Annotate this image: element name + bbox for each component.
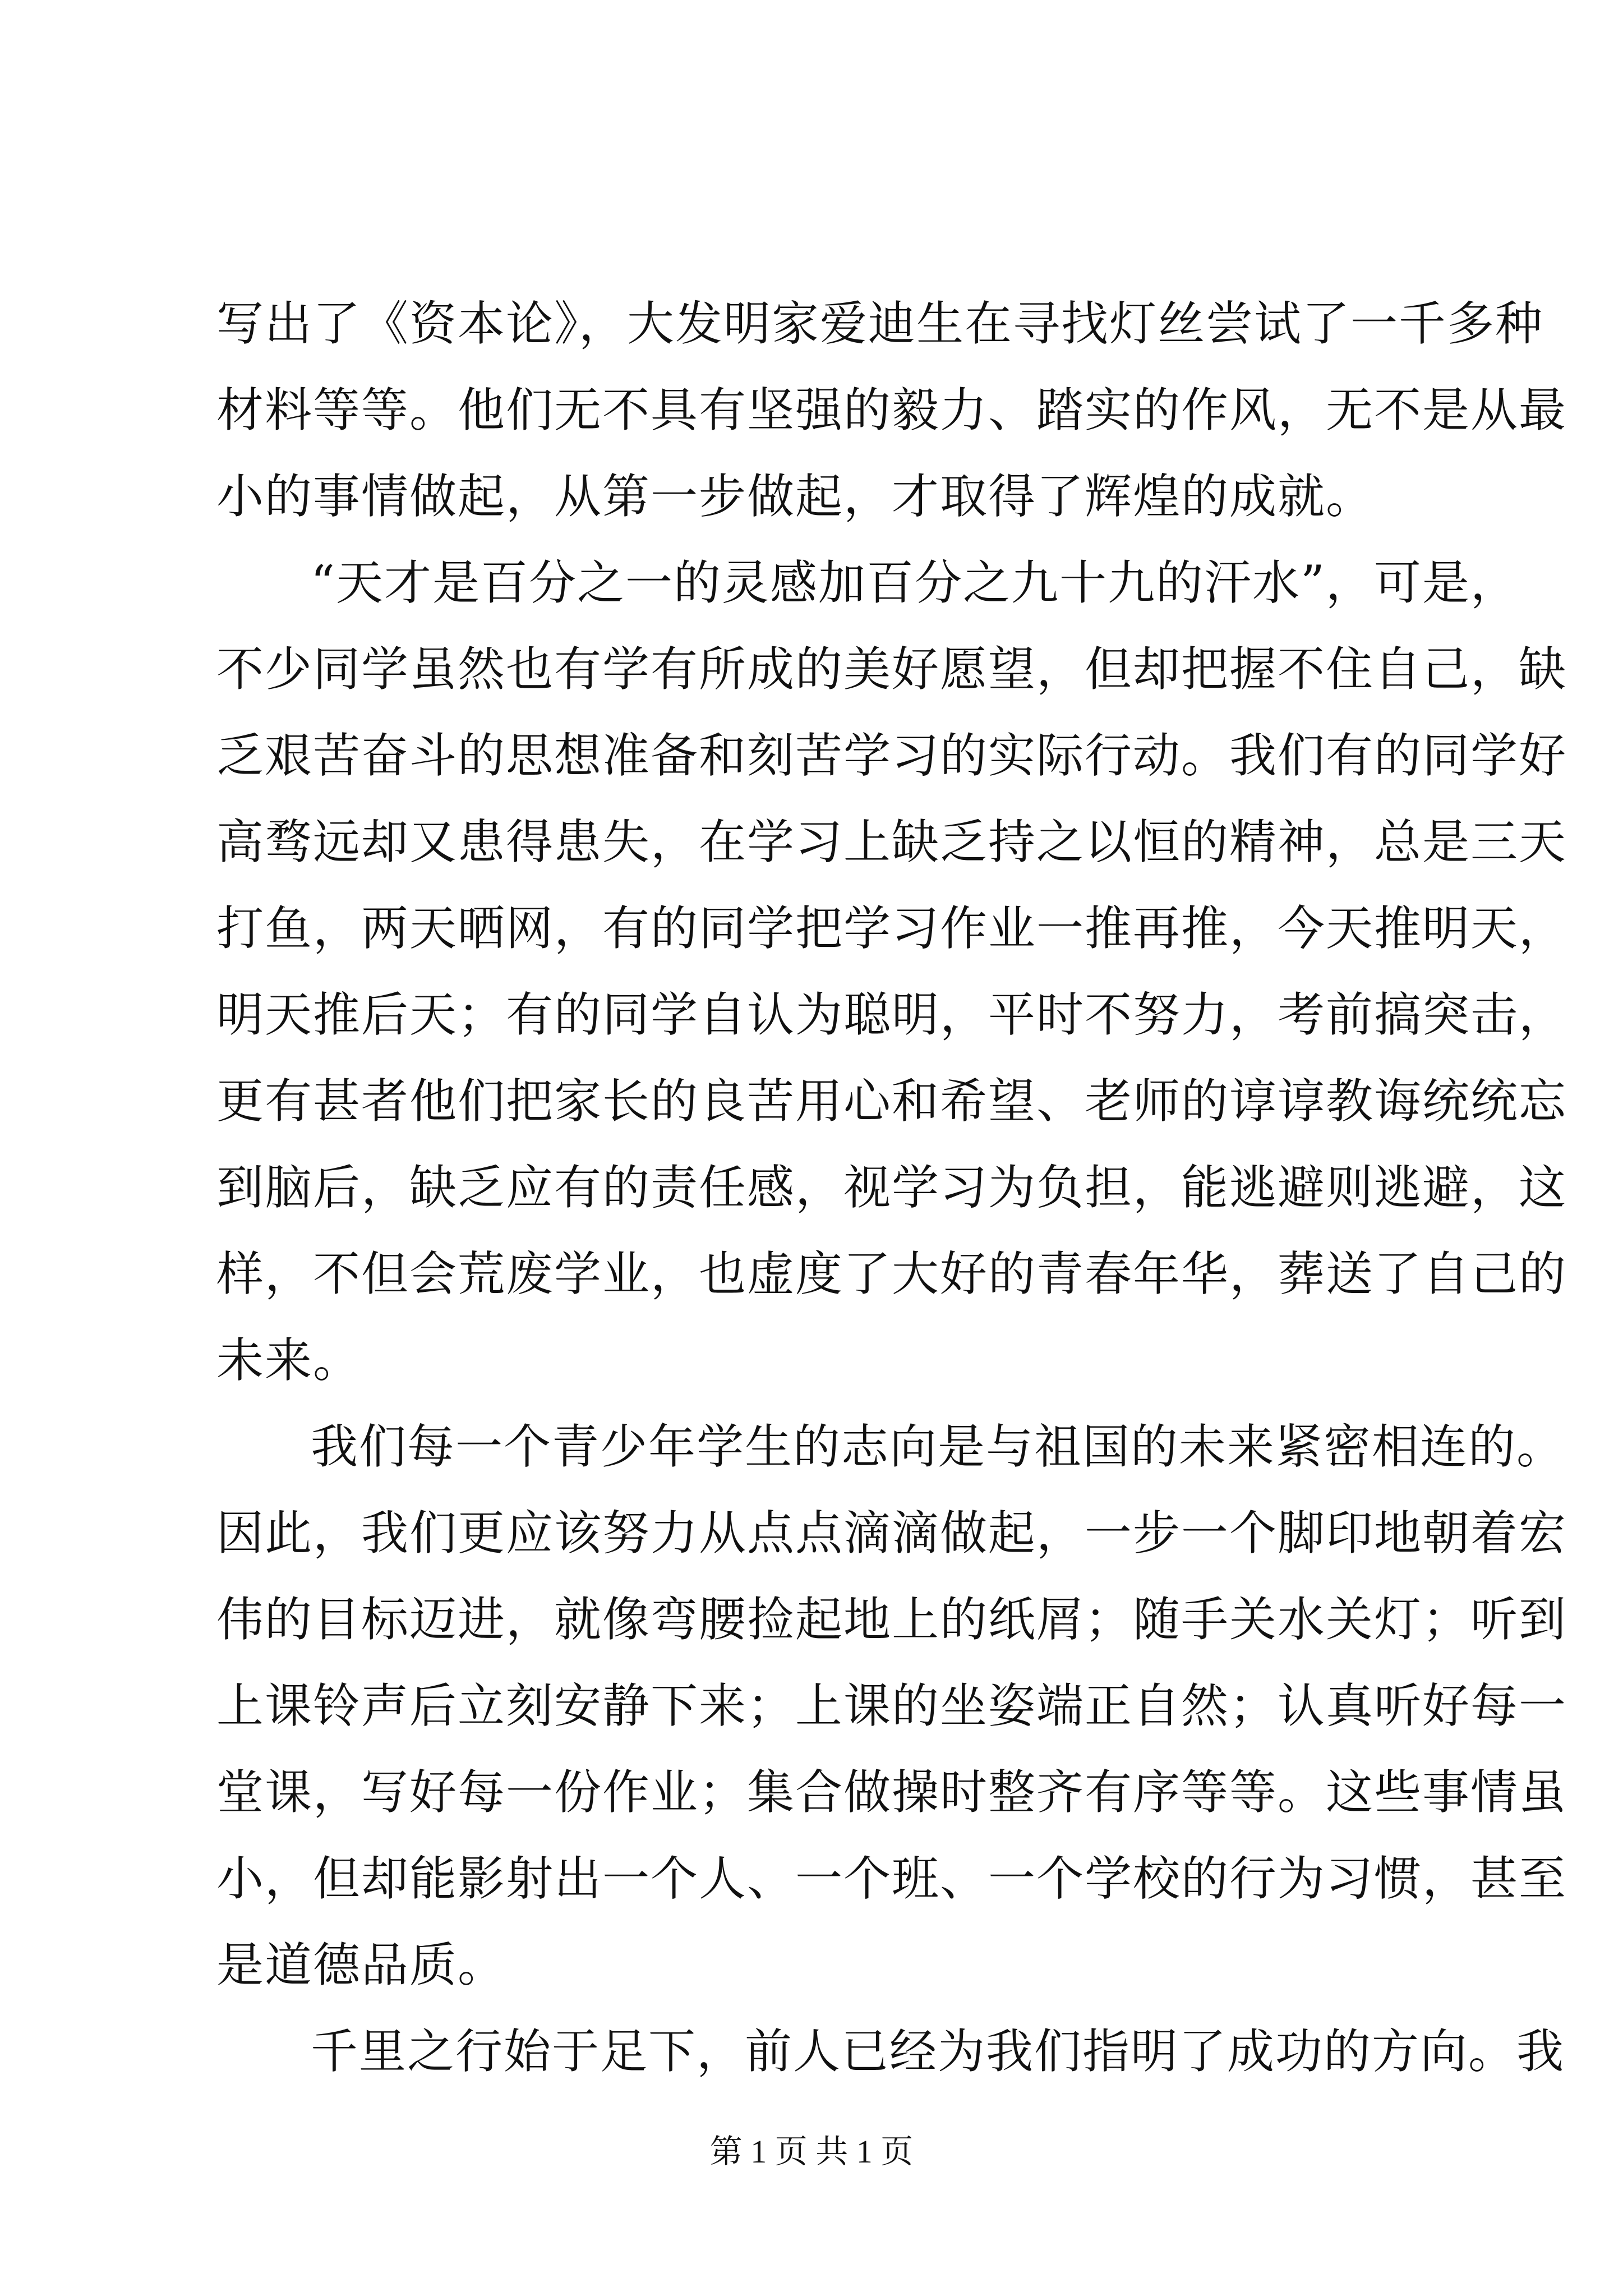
text-line: 乏艰苦奋斗的思想准备和刻苦学习的实际行动。我们有的同学好 <box>216 728 1567 783</box>
text-line: 不少同学虽然也有学有所成的美好愿望，但却把握不住自己，缺 <box>216 642 1567 697</box>
text-line: 因此，我们更应该努力从点点滴滴做起，一步一个脚印地朝着宏 <box>216 1506 1567 1561</box>
text-line: 材料等等。他们无不具有坚强的毅力、踏实的作风，无不是从最 <box>216 383 1567 438</box>
text-line: 到脑后，缺乏应有的责任感，视学习为负担，能逃避则逃避，这 <box>216 1160 1567 1215</box>
page-number-label: 第 1 页 共 1 页 <box>709 2133 914 2170</box>
text-line: 小，但却能影射出一个人、一个班、一个学校的行为习惯，甚至 <box>216 1851 1567 1906</box>
text-line: “天才是百分之一的灵感加百分之九十九的汗水”，可是， <box>311 555 1519 610</box>
document-body <box>216 280 1567 2095</box>
page-footer <box>0 2125 1623 2172</box>
text-line: 高骛远却又患得患失，在学习上缺乏持之以恒的精神，总是三天 <box>216 815 1567 869</box>
text-line: 打鱼，两天晒网，有的同学把学习作业一推再推，今天推明天， <box>216 901 1567 956</box>
text-line: 样，不但会荒废学业，也虚度了大好的青春年华，葬送了自己的 <box>216 1246 1567 1301</box>
text-line: 明天推后天；有的同学自认为聪明，平时不努力，考前搞突击， <box>216 987 1567 1042</box>
paragraph-4 <box>216 2008 1565 2095</box>
text-line: 是道德品质。 <box>216 1938 506 1993</box>
text-line: 未来。 <box>216 1333 362 1388</box>
text-line: 更有甚者他们把家长的良苦用心和希望、老师的谆谆教诲统统忘 <box>216 1074 1567 1129</box>
text-line: 上课铃声后立刻安静下来；上课的坐姿端正自然；认真听好每一 <box>216 1678 1567 1733</box>
text-line: 伟的目标迈进，就像弯腰捡起地上的纸屑；随手关水关灯；听到 <box>216 1592 1567 1647</box>
paragraph-2 <box>216 540 1567 1404</box>
text-line: 小的事情做起，从第一步做起，才取得了辉煌的成就。 <box>216 469 1375 524</box>
text-line: 千里之行始于足下，前人已经为我们指明了成功的方向。我 <box>311 2024 1565 2079</box>
text-line: 写出了《资本论》，大发明家爱迪生在寻找灯丝尝试了一千多种 <box>216 296 1544 351</box>
text-line: 我们每一个青少年学生的志向是与祖国的未来紧密相连的。 <box>311 1419 1565 1474</box>
paragraph-3 <box>216 1404 1567 2008</box>
paragraph-1 <box>216 280 1567 540</box>
text-line: 堂课，写好每一份作业；集合做操时整齐有序等等。这些事情虽 <box>216 1765 1567 1820</box>
